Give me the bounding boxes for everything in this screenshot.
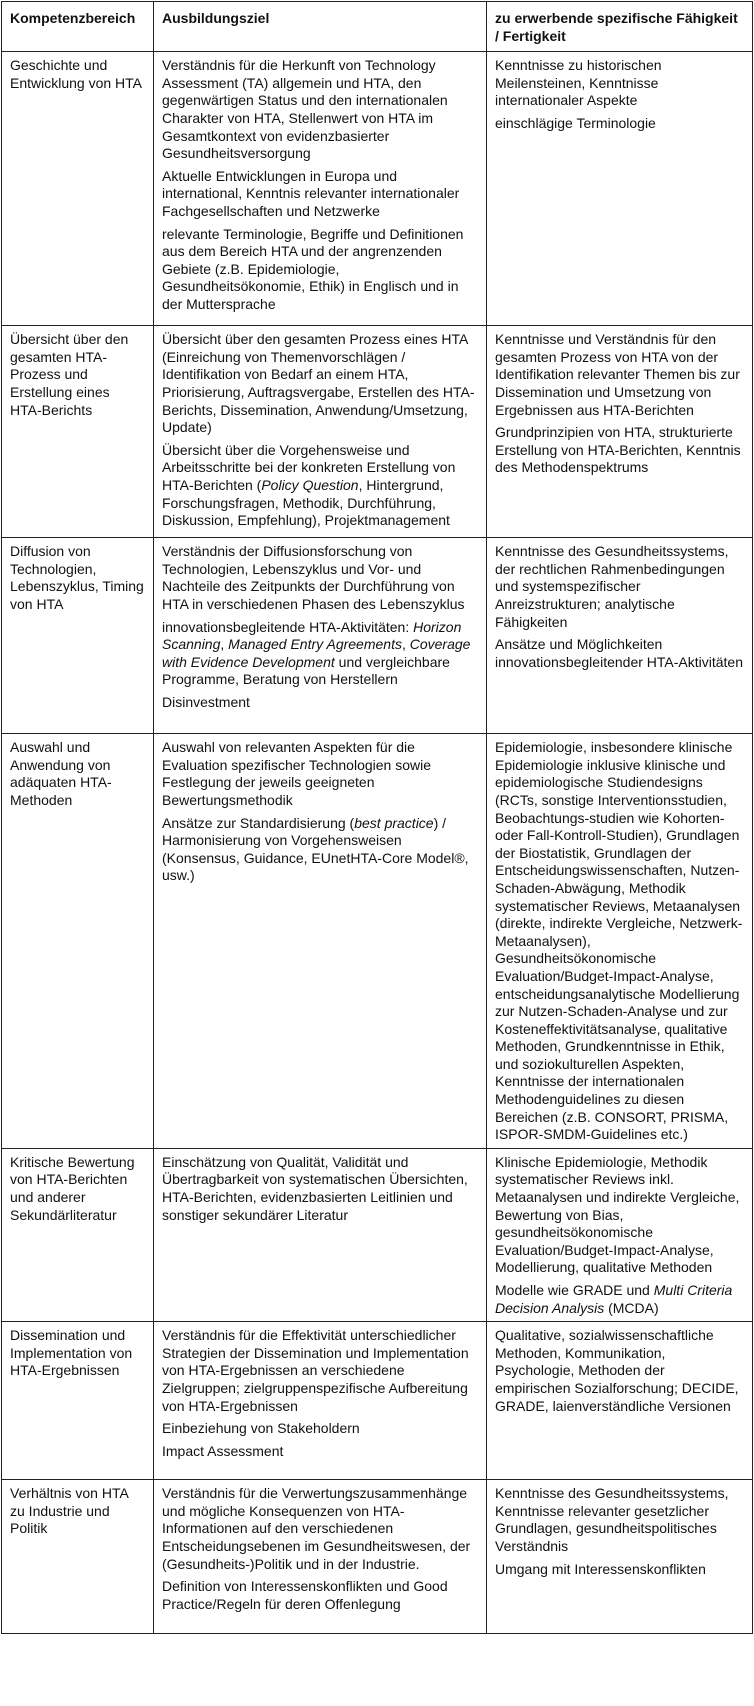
skills-cell <box>487 52 753 326</box>
skill-paragraph: Ansätze und Möglichkeiten innovationsbegleitender HTA-Aktivitäten <box>495 636 743 670</box>
skills-cell <box>487 326 753 538</box>
skill-paragraph: Kenntnisse zu historischen Meilensteinen, Kenntnisse internationaler Aspekte <box>495 57 662 109</box>
skill-paragraph: Kenntnisse und Verständnis für den gesamten Prozess von HTA von der Identifikation relevanter Themen bis zur Dissemination und Umsetzung von Ergebnissen aus HTA-Berichten <box>495 331 740 418</box>
goal-paragraph: Verständnis der Diffusionsforschung von Technologien, Lebenszyklus und Vor- und Nachteile des Zeitpunkts der Durchführung von HTA in verschiedenen Phasen des Lebenszyklus <box>162 543 465 612</box>
header-goal: Ausbildungsziel <box>154 2 487 52</box>
goal-cell <box>154 326 487 538</box>
goal-paragraph: Einbeziehung von Stakeholdern <box>162 1420 360 1437</box>
goal-cell <box>154 734 487 1149</box>
skill-paragraph <box>495 1282 744 1317</box>
table-row <box>2 734 753 1149</box>
skills-cell <box>487 538 753 734</box>
goal-paragraph <box>162 815 478 885</box>
table-row <box>2 1480 753 1634</box>
goal-cell <box>154 1480 487 1634</box>
table-row <box>2 538 753 734</box>
table-row <box>2 1322 753 1480</box>
goal-cell <box>154 1322 487 1480</box>
goal-cell <box>154 1148 487 1321</box>
goal-cell <box>154 52 487 326</box>
goal-paragraph: Disinvestment <box>162 693 250 710</box>
header-row <box>2 2 753 52</box>
goal-paragraph: Impact Assessment <box>162 1442 284 1459</box>
skill-text: Modelle wie GRADE und Multi Criteria Decision Analysis (MCDA) <box>495 1282 733 1316</box>
goal-paragraph: Verständnis für die Verwertungszusammenhänge und mögliche Konsequenzen von HTA-Informationen auf den verschiedenen Entscheidungsebenen im Gesundheitswesen, der (Gesundheits-)Politik und in der Industrie. <box>162 1485 471 1572</box>
skill-paragraph: Umgang mit Interessenskonflikten <box>495 1560 706 1577</box>
goal-text: Ansätze zur Standardisierung (best practice) / Harmonisierung von Vorgehensweisen (Konsensus, Guidance, EUnetHTA-Core Model®, usw.) <box>162 814 469 884</box>
table-row <box>2 1148 753 1321</box>
goal-paragraph: Einschätzung von Qualität, Validität und Übertragbarkeit von systematischen Übersichten, HTA-Berichten, evidenzbasierten Leitlinien und sonstiger sekundärer Literatur <box>162 1153 468 1223</box>
goal-paragraph <box>162 619 478 689</box>
header-skills: zu erwerbende spezifische Fähigkeit / Fertigkeit <box>487 2 753 52</box>
skill-paragraph: Kenntnisse des Gesundheitssystems, der rechtlichen Rahmenbedingungen und systemspezifischer Anreizstrukturen; analytische Fähigkeiten <box>495 543 729 630</box>
competence-cell: Auswahl und Anwendung von adäquaten HTA-Methoden <box>2 734 154 1149</box>
skills-cell <box>487 1322 753 1480</box>
table-row <box>2 52 753 326</box>
curriculum-table <box>1 1 753 1634</box>
skills-cell <box>487 1480 753 1634</box>
goal-paragraph <box>162 442 478 530</box>
skill-paragraph: einschlägige Terminologie <box>495 114 656 131</box>
goal-paragraph: Verständnis für die Effektivität unterschiedlicher Strategien der Dissemination und Implementation von HTA-Ergebnissen an verschiedene Zielgruppen; zielgruppenspezifische Aufbereitung von HTA-Ergebnissen <box>162 1327 469 1414</box>
header-competence: Kompetenzbereich <box>2 2 154 52</box>
goal-paragraph: Aktuelle Entwicklungen in Europa und international, Kenntnis relevanter internationaler Fachgesellschaften und Netzwerke <box>162 167 460 219</box>
skill-paragraph: Klinische Epidemiologie, Methodik systematischer Reviews inkl. Metaanalysen und indirekte Vergleiche, Bewertung von Bias, gesundheitsökonomische Evaluation/Budget-Impact-Analyse, Modellierung, qualitative Methoden <box>495 1153 740 1276</box>
skill-paragraph: Grundprinzipien von HTA, strukturierte Erstellung von HTA-Berichten, Kenntnis des Methodenspektrums <box>495 424 741 476</box>
competence-cell: Kritische Bewertung von HTA-Berichten und anderer Sekundärliteratur <box>2 1148 154 1321</box>
goal-paragraph: relevante Terminologie, Begriffe und Definitionen aus dem Bereich HTA und der angrenzenden Gebiete (z.B. Epidemiologie, Gesundheitsökonomie, Ethik) in Englisch und in der Muttersprache <box>162 225 464 312</box>
skill-paragraph: Kenntnisse des Gesundheitssystems, Kenntnisse relevanter gesetzlicher Grundlagen, gesundheitspolitisches Verständnis <box>495 1485 729 1554</box>
competence-cell: Übersicht über den gesamten HTA-Prozess und Erstellung eines HTA-Berichts <box>2 326 154 538</box>
goal-paragraph: Definition von Interessenskonflikten und Good Practice/Regeln für deren Offenlegung <box>162 1578 448 1612</box>
goal-text: Übersicht über die Vorgehensweise und Arbeitsschritte bei der konkreten Erstellung von HTA-Berichten (Policy Question, Hintergrund, Forschungsfragen, Methodik, Durchführung, Diskussion, Empfehlung), Projektmanagement <box>162 441 456 529</box>
competence-cell: Dissemination und Implementation von HTA-Ergebnissen <box>2 1322 154 1480</box>
table-row <box>2 326 753 538</box>
goal-cell <box>154 538 487 734</box>
goal-paragraph: Übersicht über den gesamten Prozess eines HTA (Einreichung von Themenvorschlägen / Identifikation von Bedarf an einem HTA, Priorisierung, Auftragsvergabe, Erstellen des HTA-Berichts, Dissemination, Anwendung/Umsetzung, Update) <box>162 331 475 436</box>
skill-paragraph: Qualitative, sozialwissenschaftliche Methoden, Kommunikation, Psychologie, Methoden der empirischen Sozialforschung; DECIDE, GRADE, laienverständliche Versionen <box>495 1327 739 1414</box>
competence-cell: Verhältnis von HTA zu Industrie und Politik <box>2 1480 154 1634</box>
skill-paragraph: Epidemiologie, insbesondere klinische Epidemiologie inklusive klinische und epidemiologische Studiendesigns (RCTs, sonstige Interventionsstudien, Beobachtungs-studien wie Kohorten- oder Fall-Kontroll-Studien), Grundlagen der Biostatistik, Grundlagen der Entscheidungswissenschaften, Nutzen-Schaden-Abwägung, Methodik systematischer Reviews, Metaanalysen (direkte, indirekte Vergleiche, Netzwerk-Metaanalysen), Gesundheitsökonomische Evaluation/Budget-Impact-Analyse, entscheidungsanalytische Modellierung zur Nutzen-Schaden-Analyse und zur Kosteneffektivitätsanalyse, qualitative Methoden, Grundkenntnisse in Ethik, und soziokulturellen Aspekten, Kenntnisse der internationalen Methodenguidelines zu diesen Bereichen (z.B. CONSORT, PRISMA, ISPOR-SMDM-Guidelines etc.) <box>495 739 743 1143</box>
skills-cell <box>487 734 753 1149</box>
goal-text: innovationsbegleitende HTA-Aktivitäten: Horizon Scanning, Managed Entry Agreements, Coverage with Evidence Development und vergleichbare Programme, Beratung von Herstellern <box>162 618 471 688</box>
skills-cell <box>487 1148 753 1321</box>
goal-paragraph: Verständnis für die Herkunft von Technology Assessment (TA) allgemein und HTA, den gegenwärtigen Status und den internationalen Charakter von HTA, Stellenwert von HTA im Gesamtkontext von evidenzbasierter Gesundheitsversorgung <box>162 57 448 162</box>
competence-cell: Diffusion von Technologien, Lebenszyklus, Timing von HTA <box>2 538 154 734</box>
goal-paragraph: Auswahl von relevanten Aspekten für die Evaluation spezifischer Technologien sowie Festlegung der jeweils geeigneten Bewertungsmethodik <box>162 739 432 808</box>
competence-cell: Geschichte und Entwicklung von HTA <box>2 52 154 326</box>
